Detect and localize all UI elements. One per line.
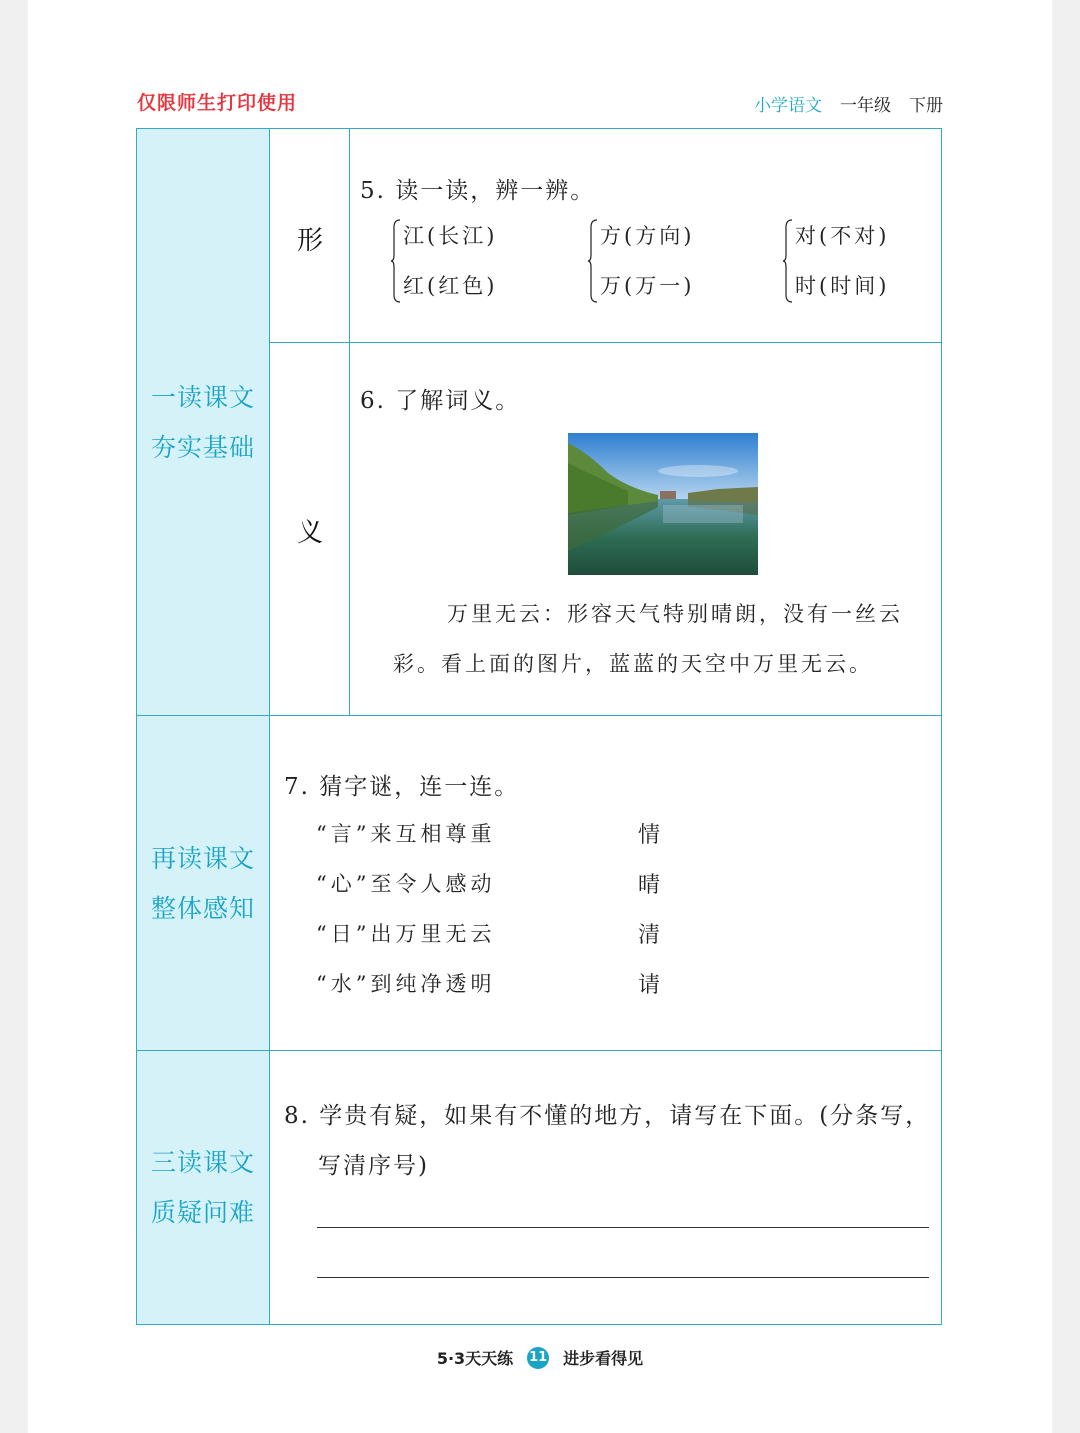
pair-top: 对(不对) bbox=[795, 224, 890, 248]
book-info bbox=[754, 91, 943, 116]
volume-label: 下册 bbox=[909, 96, 943, 116]
answer-char-3[interactable]: 清 bbox=[638, 923, 661, 948]
divider bbox=[349, 129, 350, 716]
footer-slogan: 进步看得见 bbox=[563, 1349, 644, 1368]
side-title: 再读课文 bbox=[150, 843, 255, 873]
riddle-1: “言”来互相尊重 bbox=[316, 822, 496, 846]
answer-char-4[interactable]: 请 bbox=[638, 973, 661, 998]
riddle-4: “水”到纯净透明 bbox=[316, 972, 496, 996]
riddle-2: “心”至令人感动 bbox=[316, 872, 496, 896]
footer-brand: 5·3天天练 bbox=[436, 1349, 514, 1368]
brace-icon bbox=[391, 219, 401, 303]
form-label: 形 bbox=[296, 226, 323, 256]
page-number: 11 bbox=[527, 1347, 549, 1369]
char-pair-3 bbox=[795, 211, 889, 311]
definition-line-2: 彩。看上面的图片，蓝蓝的天空中万里无云。 bbox=[393, 652, 873, 676]
question-6: 6. 了解词义。 bbox=[360, 388, 521, 414]
question-7: 7. 猜字谜，连一连。 bbox=[284, 774, 520, 800]
answer-char-2[interactable]: 晴 bbox=[638, 873, 661, 898]
subject-label: 小学语文 bbox=[754, 96, 822, 116]
pair-top: 江(长江) bbox=[403, 224, 498, 248]
question-8-line-2: 写清序号) bbox=[318, 1153, 429, 1179]
side-cell-read-two bbox=[137, 716, 270, 1051]
side-subtitle: 质疑问难 bbox=[150, 1197, 255, 1227]
side-cell-read-three bbox=[137, 1051, 270, 1324]
meaning-label: 义 bbox=[296, 518, 323, 548]
answer-line-2[interactable] bbox=[317, 1277, 929, 1278]
grade-label: 一年级 bbox=[840, 96, 891, 116]
side-cell-read-one bbox=[137, 129, 270, 716]
brace-icon bbox=[588, 219, 598, 303]
side-title: 三读课文 bbox=[150, 1147, 255, 1177]
answer-char-1[interactable]: 情 bbox=[638, 823, 661, 848]
divider bbox=[137, 1050, 942, 1051]
divider bbox=[137, 715, 942, 716]
pair-bottom: 万(万一) bbox=[600, 274, 695, 298]
char-pair-1 bbox=[403, 211, 497, 311]
side-subtitle: 夯实基础 bbox=[150, 432, 255, 462]
side-title: 一读课文 bbox=[150, 382, 255, 412]
question-8-line-1: 8. 学贵有疑，如果有不懂的地方，请写在下面。(分条写， bbox=[284, 1103, 931, 1129]
char-pair-2 bbox=[600, 211, 694, 311]
side-subtitle: 整体感知 bbox=[150, 893, 255, 923]
definition-line-1: 万里无云：形容天气特别晴朗，没有一丝云 bbox=[447, 602, 903, 626]
answer-line-1[interactable] bbox=[317, 1227, 929, 1228]
print-notice: 仅限师生打印使用 bbox=[137, 92, 298, 114]
pair-top: 方(方向) bbox=[600, 224, 695, 248]
riddle-3: “日”出万里无云 bbox=[316, 922, 496, 946]
footer bbox=[0, 1346, 1080, 1369]
brace-icon bbox=[783, 219, 793, 303]
pair-bottom: 红(红色) bbox=[403, 274, 498, 298]
divider bbox=[270, 342, 942, 343]
river-photo bbox=[568, 433, 758, 575]
question-5: 5. 读一读，辨一辨。 bbox=[360, 178, 596, 204]
pair-bottom: 时(时间) bbox=[795, 274, 890, 298]
